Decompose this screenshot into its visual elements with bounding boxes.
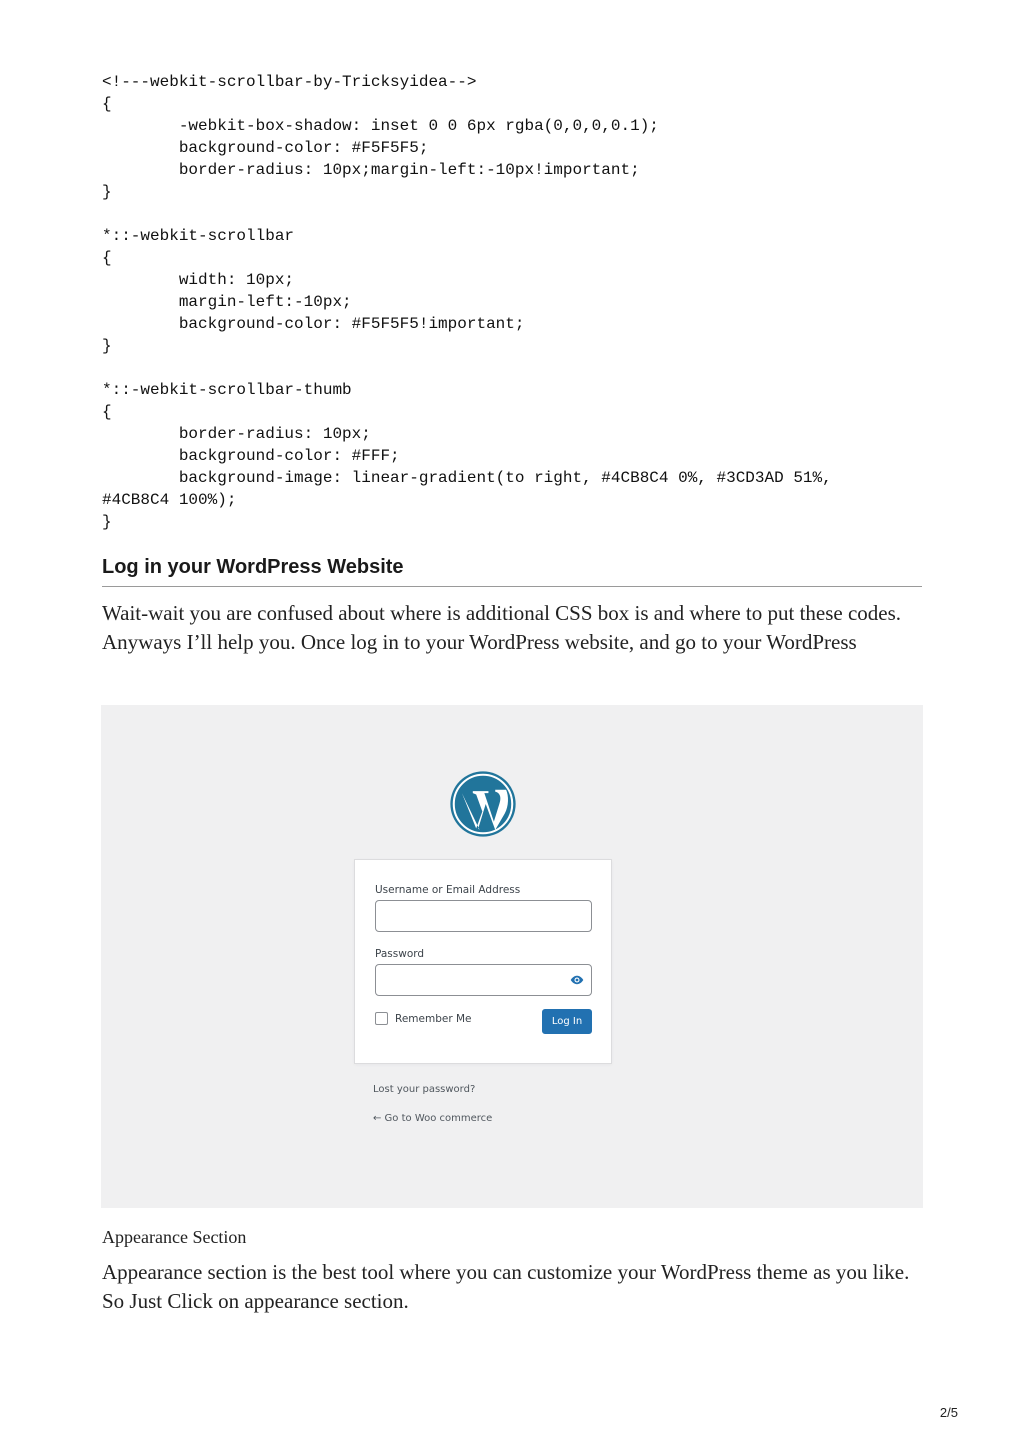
code-line: background-color: #F5F5F5; [102, 139, 429, 157]
code-line: } [102, 337, 112, 355]
code-line: *::-webkit-scrollbar [102, 227, 295, 245]
page-number: 2/5 [939, 1405, 958, 1420]
login-form [354, 859, 612, 1064]
section-heading: Log in your WordPress Website [102, 556, 922, 587]
username-label: Username or Email Address [375, 884, 521, 896]
code-line: margin-left:-10px; [102, 293, 352, 311]
login-screenshot [101, 705, 923, 1208]
remember-me-checkbox[interactable] [375, 1012, 388, 1025]
code-line: width: 10px; [102, 271, 295, 289]
code-line [102, 203, 932, 225]
code-line: #4CB8C4 100%); [102, 491, 237, 509]
code-line: -webkit-box-shadow: inset 0 0 6px rgba(0,0,0,0.1); [102, 117, 659, 135]
code-line: border-radius: 10px;margin-left:-10px!important; [102, 161, 640, 179]
lost-password-link[interactable]: Lost your password? [373, 1084, 476, 1095]
image-caption: Appearance Section [102, 1227, 247, 1247]
code-line: } [102, 513, 112, 531]
code-line: *::-webkit-scrollbar-thumb [102, 381, 352, 399]
password-label: Password [375, 948, 425, 960]
code-line: background-color: #F5F5F5!important; [102, 315, 525, 333]
eye-icon[interactable] [570, 974, 584, 986]
back-to-site-link[interactable]: ← Go to Woo commerce [373, 1113, 493, 1124]
code-line: { [102, 249, 112, 267]
code-line: } [102, 183, 112, 201]
code-line: <!---webkit-scrollbar-by-Tricksyidea--> [102, 73, 477, 91]
code-line: { [102, 95, 112, 113]
username-input[interactable] [375, 900, 592, 932]
log-in-button[interactable]: Log In [542, 1009, 592, 1034]
appearance-paragraph: Appearance section is the best tool where you can customize your WordPress theme as you like. So Just Click on appearance section. [102, 1260, 910, 1313]
password-input[interactable] [375, 964, 592, 996]
code-line: background-image: linear-gradient(to right, #4CB8C4 0%, #3CD3AD 51%, [102, 469, 832, 487]
remember-me-label: Remember Me [395, 1012, 472, 1025]
wordpress-logo-icon [449, 770, 517, 838]
css-code-block [102, 71, 932, 533]
code-line: background-color: #FFF; [102, 447, 400, 465]
code-line [102, 357, 932, 379]
intro-paragraph: Wait-wait you are confused about where is additional CSS box is and where to put these codes. Anyways I’ll help you. Once log in to your WordPress website, and go to your WordPress [102, 601, 902, 654]
code-line: { [102, 403, 112, 421]
code-line: border-radius: 10px; [102, 425, 371, 443]
remember-me-row [375, 1012, 472, 1025]
